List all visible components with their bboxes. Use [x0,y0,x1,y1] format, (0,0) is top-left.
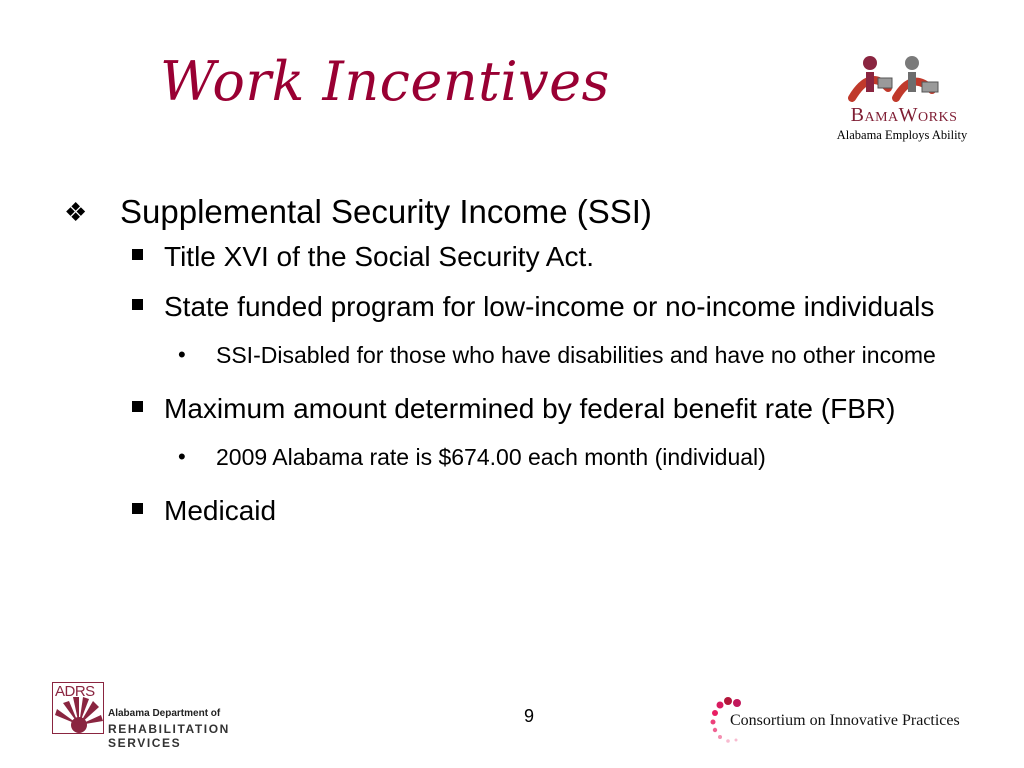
bullet-item2-sub1-text: SSI-Disabled for those who have disabilities and have no other income [216,342,936,368]
bullet-heading-text: Supplemental Security Income (SSI) [120,193,652,230]
adrs-emblem [52,682,104,734]
bullet-level2 [64,288,984,326]
bullet-item4-text: Medicaid [164,495,277,526]
square-bullet-icon [132,401,143,412]
bullet-level2 [64,492,984,530]
bamaworks-logo [822,54,982,150]
bullet-level1 [64,192,984,232]
consortium-name: Consortium on Innovative Practices [730,712,960,729]
slide-title: Work Incentives [160,50,610,113]
adrs-line1: Alabama Department of [108,708,221,719]
bullet-item1-text: Title XVI of the Social Security Act. [164,241,595,272]
bullet-level2 [64,238,984,276]
round-bullet-icon: • [178,444,186,469]
bamaworks-name: BamaWorks [850,104,958,126]
round-bullet-icon: • [178,342,186,367]
square-bullet-icon [132,299,143,310]
bullet-level3 [64,440,984,474]
slide-content [64,192,984,542]
bullet-level2 [64,390,984,428]
four-diamond-icon: ❖ [64,197,88,227]
square-bullet-icon [132,249,143,260]
bullet-level3 [64,338,984,372]
consortium-logo [708,696,978,746]
adrs-line2: REHABILITATION SERVICES [108,722,230,750]
bamaworks-tagline: Alabama Employs Ability [836,128,968,142]
bullet-item3-sub1-text: 2009 Alabama rate is $674.00 each month (individual) [216,444,766,470]
adrs-logo [52,682,302,750]
adrs-abbr: ADRS [55,683,95,700]
square-bullet-icon [132,503,143,514]
bullet-item3-text: Maximum amount determined by federal benefit rate (FBR) [164,393,896,424]
bullet-item2-text: State funded program for low-income or no-income individuals [164,291,935,322]
bamaworks-figures-icon [822,54,982,106]
page-number: 9 [524,706,535,726]
